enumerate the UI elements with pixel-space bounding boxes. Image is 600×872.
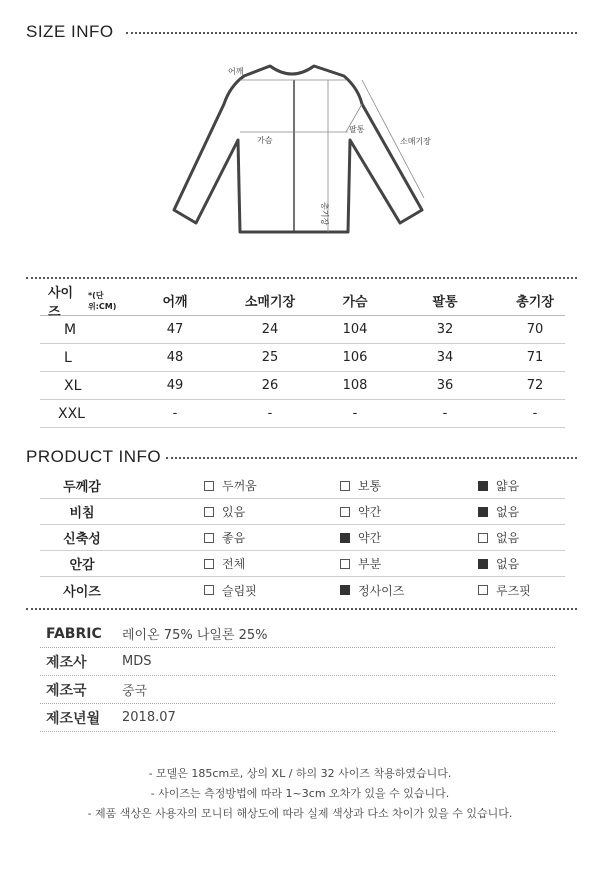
product-info-title: PRODUCT INFO	[26, 447, 162, 466]
fabric-value: 2018.07	[122, 710, 176, 725]
table-row	[40, 316, 565, 344]
label-chest: 가슴	[257, 136, 273, 145]
checkbox-icon	[204, 507, 214, 517]
option-text: 좋음	[222, 531, 246, 545]
label-arm: 팔통	[349, 125, 365, 134]
size-cell: XL	[64, 377, 82, 394]
option-text: 얇음	[496, 479, 520, 493]
checkbox-icon	[478, 585, 488, 595]
fabric-value: 레이온 75% 나일론 25%	[122, 628, 268, 643]
fabric-row	[40, 648, 555, 676]
option-text: 보통	[358, 479, 382, 493]
fabric-value: MDS	[122, 654, 152, 669]
value-cell: 25	[261, 350, 279, 365]
checkbox-icon	[204, 533, 214, 543]
value-cell: -	[532, 406, 538, 421]
product-info-table	[40, 473, 565, 603]
size-table	[40, 286, 565, 428]
table-row	[40, 344, 565, 372]
note-line: - 제품 색상은 사용자의 모니터 해상도에 따라 실제 색상과 다소 차이가 있을 수 있습니다.	[87, 807, 513, 820]
size-info-divider	[126, 32, 577, 34]
fabric-row	[40, 704, 555, 732]
label-shoulder: 어깨	[228, 67, 244, 76]
info-label: 안감	[69, 558, 95, 573]
option-text: 있음	[222, 505, 246, 519]
checkbox-checked-icon	[340, 585, 350, 595]
checkbox-icon	[204, 585, 214, 595]
info-row-lining	[40, 551, 565, 577]
option-item	[204, 577, 257, 603]
option-text: 약간	[358, 505, 382, 519]
value-cell: 104	[342, 322, 368, 337]
option-text: 정사이즈	[358, 583, 405, 598]
option-text: 부분	[358, 557, 382, 571]
fabric-value: 중국	[122, 684, 148, 699]
option-item	[340, 525, 381, 550]
size-header-label: 사이즈	[48, 285, 74, 320]
checkbox-checked-icon	[340, 533, 350, 543]
fabric-key: FABRIC	[46, 625, 102, 642]
note-line: - 사이즈는 측정방법에 따라 1~3cm 오차가 있을 수 있습니다.	[150, 787, 450, 800]
product-info-divider	[166, 457, 577, 459]
checkbox-icon	[340, 507, 350, 517]
info-label: 두께감	[63, 480, 101, 495]
option-text: 없음	[496, 505, 520, 519]
checkbox-checked-icon	[478, 481, 488, 491]
value-cell: 71	[526, 350, 544, 365]
label-length: 총기장	[320, 202, 329, 226]
fabric-key: 제조년월	[46, 710, 101, 727]
value-cell: 48	[166, 350, 184, 365]
info-row-fit	[40, 577, 565, 603]
checkbox-icon	[204, 559, 214, 569]
checkbox-checked-icon	[478, 559, 488, 569]
checkbox-icon	[340, 481, 350, 491]
section-divider-2	[26, 608, 577, 610]
option-item	[204, 551, 245, 576]
option-item	[340, 499, 381, 524]
value-cell: 106	[342, 350, 368, 365]
col-header-shoulder: 어깨	[162, 295, 188, 310]
size-cell: M	[64, 321, 77, 338]
size-table-header	[40, 285, 565, 320]
value-cell: -	[352, 406, 358, 421]
value-cell: 36	[436, 378, 454, 393]
option-item	[478, 473, 519, 498]
value-cell: -	[442, 406, 448, 421]
info-label: 사이즈	[63, 584, 101, 600]
info-row-thickness	[40, 473, 565, 499]
info-row-stretch	[40, 525, 565, 551]
option-item	[478, 577, 531, 603]
fabric-key: 제조국	[46, 682, 87, 699]
checkbox-icon	[204, 481, 214, 491]
option-item	[478, 525, 519, 550]
option-text: 루즈핏	[496, 583, 531, 598]
section-divider-1	[26, 277, 577, 279]
option-item	[340, 551, 381, 576]
option-item	[204, 525, 245, 550]
size-info-title: SIZE INFO	[26, 22, 114, 41]
checkbox-icon	[478, 533, 488, 543]
fabric-row	[40, 620, 555, 648]
option-text: 없음	[496, 557, 520, 571]
size-cell: L	[64, 349, 72, 366]
value-cell: 72	[526, 378, 544, 393]
info-row-sheer	[40, 499, 565, 525]
col-header-sleeve: 소매기장	[244, 295, 296, 310]
option-text: 없음	[496, 531, 520, 545]
fabric-row	[40, 676, 555, 704]
value-cell: 32	[436, 322, 454, 337]
notes	[0, 764, 600, 824]
size-header-cell	[40, 285, 130, 320]
option-text: 슬림핏	[222, 583, 257, 598]
value-cell: 26	[261, 378, 279, 393]
value-cell: 34	[436, 350, 454, 365]
label-sleeve: 소매기장	[400, 137, 431, 146]
value-cell: -	[172, 406, 178, 421]
info-label: 신축성	[63, 532, 101, 547]
unit-label: *(단위:CM)	[88, 290, 117, 311]
option-item	[340, 577, 404, 603]
option-item	[478, 499, 519, 524]
option-text: 전체	[222, 557, 246, 571]
checkbox-checked-icon	[478, 507, 488, 517]
value-cell: -	[267, 406, 273, 421]
option-item	[204, 473, 257, 498]
value-cell: 49	[166, 378, 184, 393]
col-header-chest: 가슴	[342, 295, 368, 310]
note-line: - 모델은 185cm로, 상의 XL / 하의 32 사이즈 착용하였습니다.	[148, 767, 452, 780]
value-cell: 70	[526, 322, 544, 337]
value-cell: 24	[261, 322, 279, 337]
option-item	[478, 551, 519, 576]
option-text: 약간	[358, 531, 382, 545]
value-cell: 47	[166, 322, 184, 337]
checkbox-icon	[340, 559, 350, 569]
option-item	[340, 473, 381, 498]
col-header-arm: 팔통	[432, 295, 458, 310]
option-item	[204, 499, 245, 524]
fabric-key: 제조사	[46, 654, 87, 671]
size-cell: XXL	[58, 405, 85, 422]
garment-diagram	[0, 40, 600, 290]
table-row	[40, 372, 565, 400]
info-label: 비침	[69, 506, 95, 521]
col-header-length: 총기장	[516, 295, 554, 310]
value-cell: 108	[342, 378, 368, 393]
option-text: 두꺼움	[222, 479, 257, 493]
table-row	[40, 400, 565, 428]
fabric-info	[40, 620, 555, 732]
